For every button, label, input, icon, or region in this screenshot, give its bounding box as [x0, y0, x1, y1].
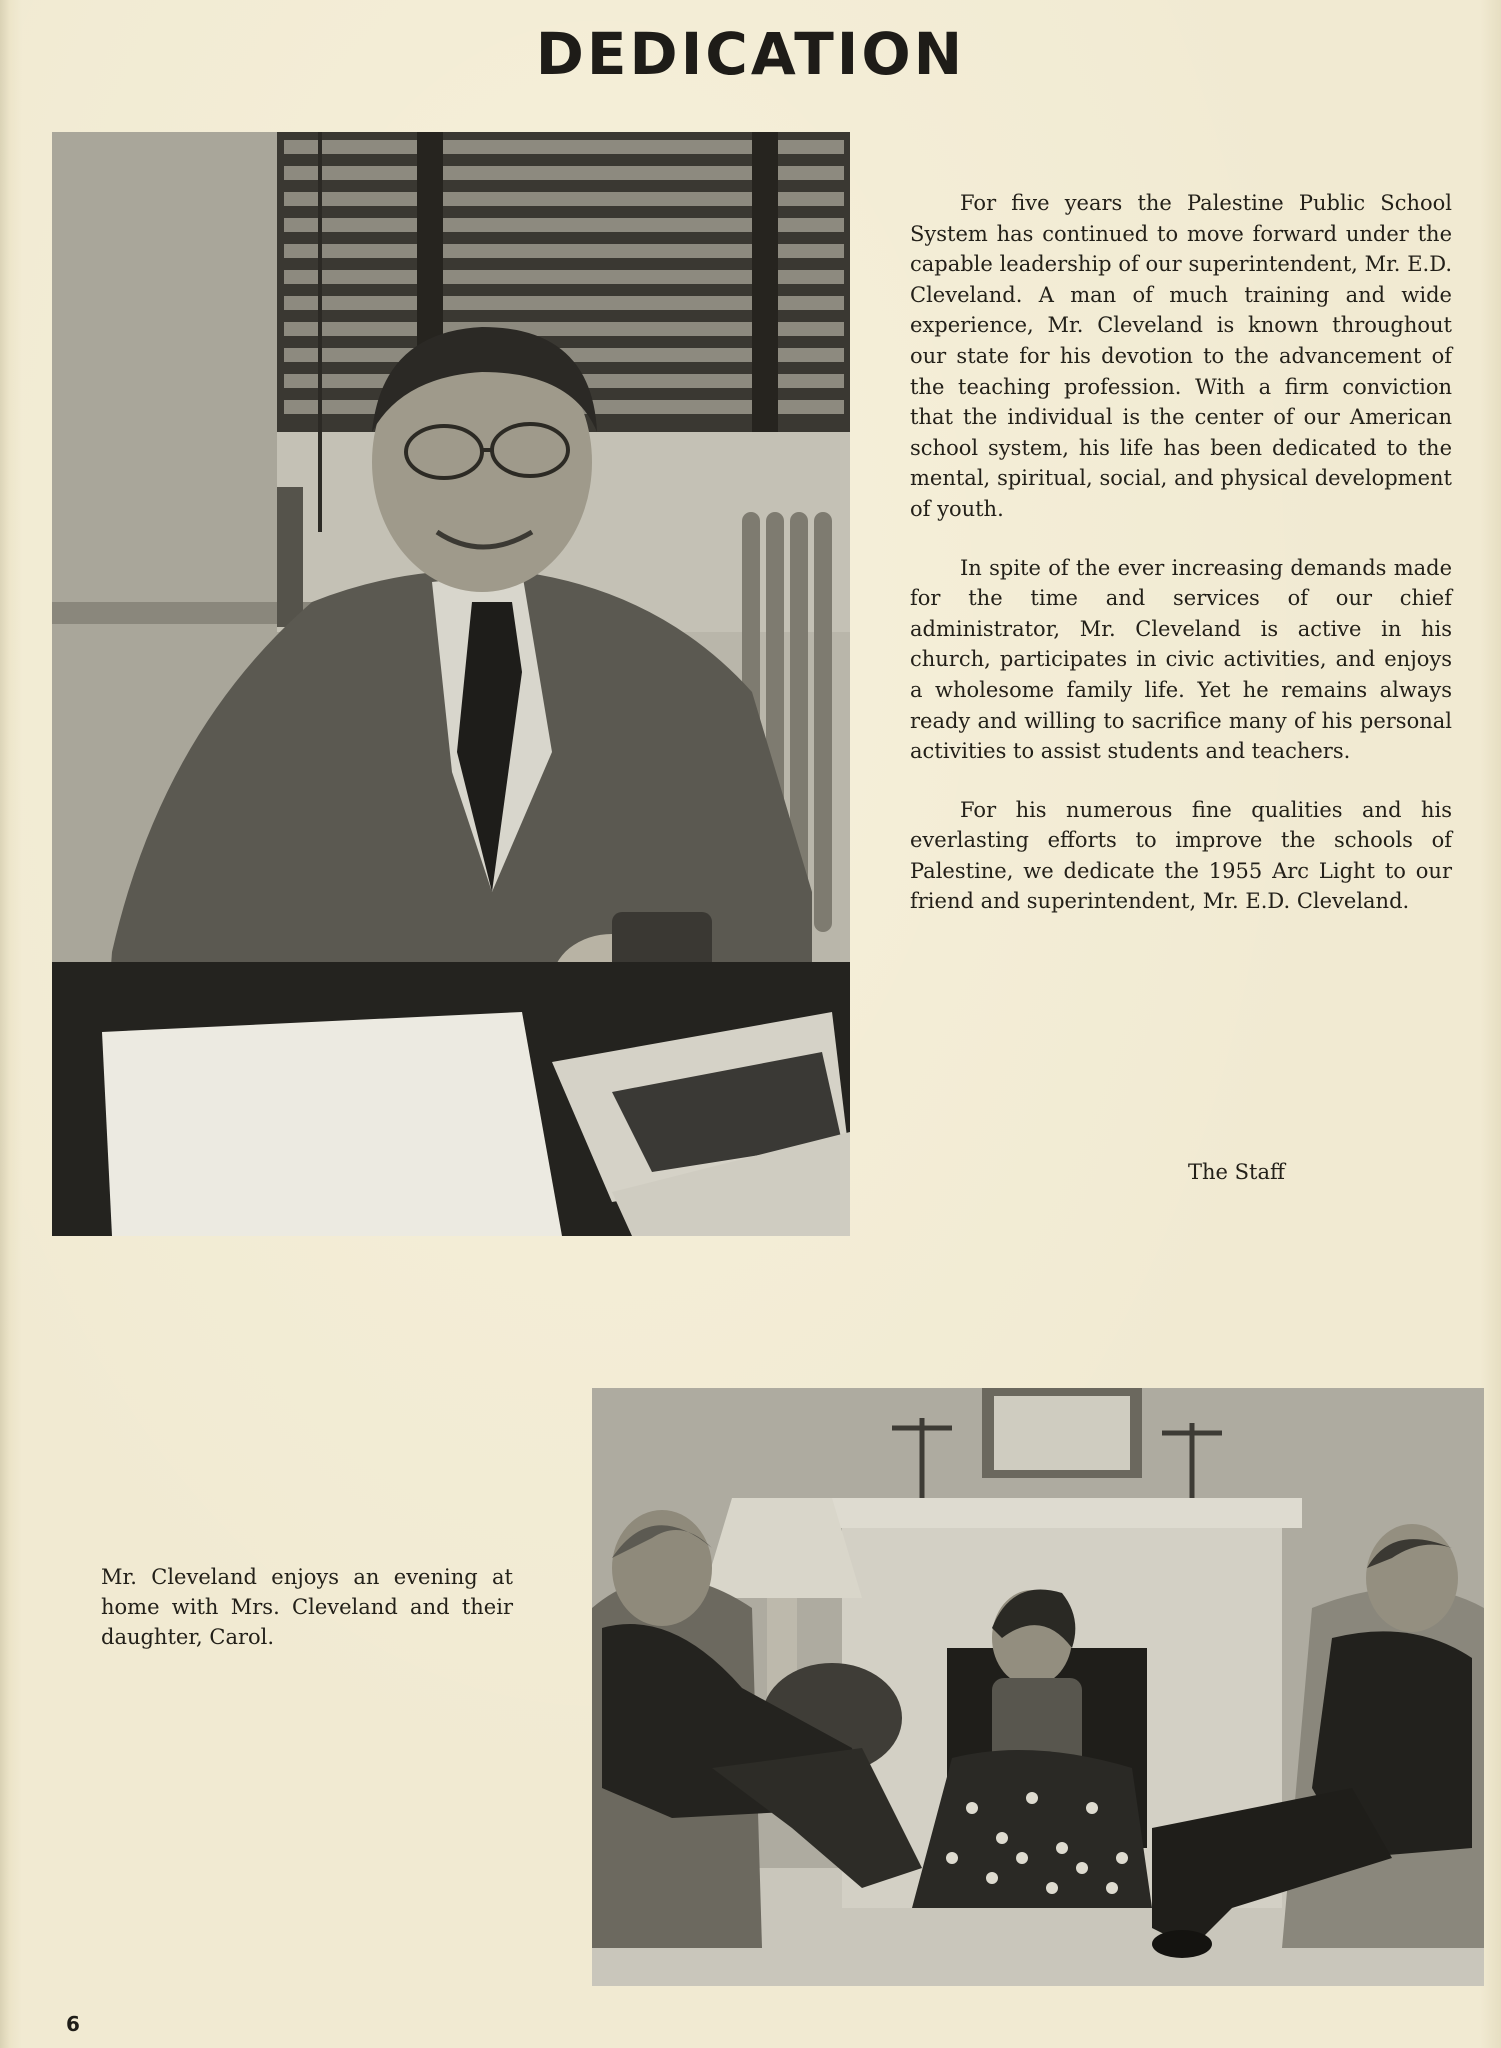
family-photo-caption: Mr. Cleveland enjoys an evening at home with Mrs. Cleveland and their daughter, Carol. [101, 1565, 513, 1649]
signature: The Staff [1188, 1160, 1285, 1184]
page-title: DEDICATION [535, 20, 966, 88]
dedication-paragraph: In spite of the ever increasing demands made for the time and services of our chief administrator, Mr. Cleveland is active in his church, participates in civic activities, and enjoys a wholesome family life. Yet he remains always ready and willing to sacrifice many of his personal activities to assist students and teachers. [910, 555, 1452, 764]
dedication-paragraph: For five years the Palestine Public School System has continued to move forward under the capable leadership of our superintendent, Mr. E.D. Cleveland. A man of much training and wide experience, Mr. Cleveland is known throughout our state for his devotion to the advancement of the teaching profession. With a firm conviction that the individual is the center of our American school system, his life has been dedicated to the mental, spiritual, social, and physical development of youth. [910, 191, 1452, 521]
dedication-text [910, 188, 1452, 945]
page-number: 6 [66, 2012, 80, 2036]
dedication-paragraph: For his numerous fine qualities and his everlasting efforts to improve the schools of Palestine, we dedicate the 1955 Arc Light to our friend and superintendent, Mr. E.D. Cleveland. [910, 797, 1452, 914]
family-photo-image [592, 1388, 1484, 1986]
family-photo [592, 1388, 1484, 1986]
portrait-photo-image [52, 132, 850, 1236]
portrait-photo [52, 132, 850, 1236]
